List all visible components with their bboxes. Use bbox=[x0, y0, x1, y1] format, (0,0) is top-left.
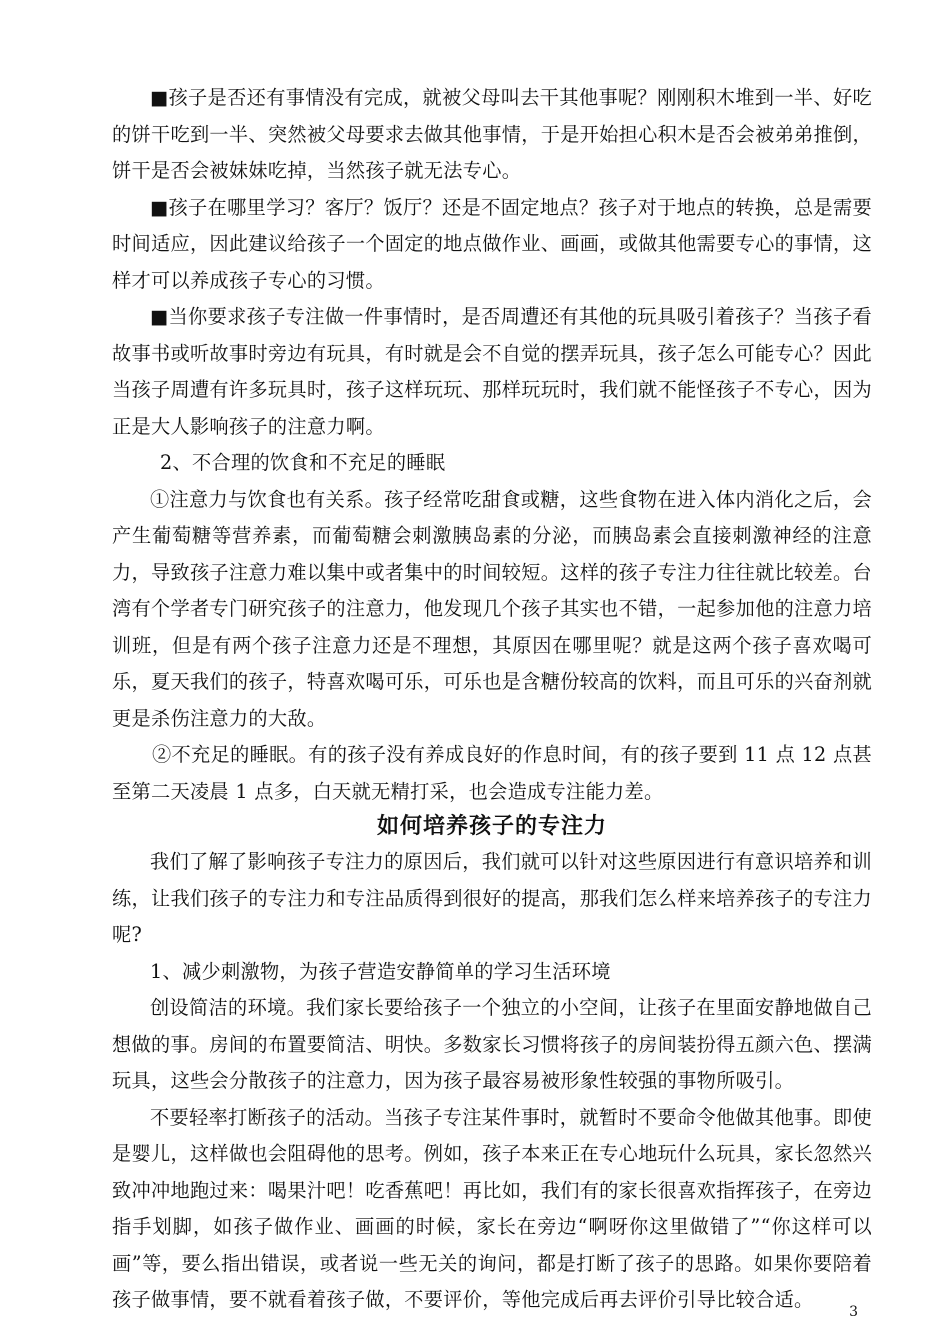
paragraph-study-location: ■孩子在哪里学习？客厅？饭厅？还是不固定地点？孩子对于地点的转换，总是需要时间适应，因此建议给孩子一个固定的地点做作业、画画，或做其他需要专心的事情，这样才可以养成孩子专心的习惯。 bbox=[112, 195, 873, 292]
page-content bbox=[112, 80, 872, 1319]
paragraph-sleep: ②不充足的睡眠。有的孩子没有养成良好的作息时间，有的孩子要到 11 点 12 点甚至第二天凌晨 1 点多，白天就无精打采，也会造成专注能力差。 bbox=[112, 743, 872, 803]
paragraph-do-not-interrupt: 不要轻率打断孩子的活动。当孩子专注某件事时，就暂时不要命令他做其他事。即使是婴儿，这样做也会阻碍他的思考。例如，孩子本来正在专心地玩什么玩具，家长忽然兴致冲冲地跑过来：喝果汁吧！吃香蕉吧！再比如，我们有的家长很喜欢指挥孩子，在旁边指手划脚，如孩子做作业、画画的时候，家长在旁边“啊呀你这里做错了”“你这样可以画”等，要么指出错误，或者说一些无关的询问，都是打断了孩子的思路。如果你要陪着孩子做事情，要不就看着孩子做，不要评价，等他完成后再去评价引导比较合适。 bbox=[112, 1105, 873, 1311]
paragraph-simple-environment: 创设简洁的环境。我们家长要给孩子一个独立的小空间，让孩子在里面安静地做自己想做的事。房间的布置要简洁、明快。多数家长习惯将孩子的房间装扮得五颜六色、摆满玩具，这些会分散孩子的注意力，因为孩子最容易被形象性较强的事物所吸引。 bbox=[112, 996, 873, 1092]
paragraph-toy-distractions: ■当你要求孩子专注做一件事情时，是否周遭还有其他的玩具吸引着孩子？当孩子看故事书或听故事时旁边有玩具，有时就是会不自觉的摆弄玩具，孩子怎么可能专心？因此当孩子周遭有许多玩具时，孩子这样玩玩、那样玩玩时，我们就不能怪孩子不专心，因为正是大人影响孩子的注意力啊。 bbox=[112, 305, 873, 438]
paragraph-diet: ①注意力与饮食也有关系。孩子经常吃甜食或糖，这些食物在进入体内消化之后，会产生葡萄糖等营养素，而葡萄糖会刺激胰岛素的分泌，而胰岛素会直接刺激神经的注意力，导致孩子注意力难以集中或者集中的时间较短。这样的孩子专注力往往就比较差。台湾有个学者专门研究孩子的注意力，他发现几个孩子其实也不错，一起参加他的注意力培训班，但是有两个孩子注意力还是不理想，其原因在哪里呢？就是这两个孩子喜欢喝可乐，夏天我们的孩子，特喜欢喝可乐，可乐也是含糖份较高的饮料，而且可乐的兴奋剂就更是杀伤注意力的大敌。 bbox=[112, 487, 873, 730]
section-heading: 如何培养孩子的专注力 bbox=[376, 814, 607, 839]
subsection-diet-sleep: 2、不合理的饮食和不充足的睡眠 bbox=[160, 451, 446, 474]
subsection-reduce-stimuli: 1、减少刺激物，为孩子营造安静简单的学习生活环境 bbox=[150, 959, 611, 983]
paragraph-introduction: 我们了解了影响孩子专注力的原因后，我们就可以针对这些原因进行有意识培养和训练，让我们孩子的专注力和专注品质得到很好的提高，那我们怎么样来培养孩子的专注力呢? bbox=[112, 850, 873, 946]
page-number: 3 bbox=[849, 1304, 858, 1320]
paragraph-interrupted-activities: ■孩子是否还有事情没有完成，就被父母叫去干其他事呢？刚刚积木堆到一半、好吃的饼干吃到一半、突然被父母要求去做其他事情，于是开始担心积木是否会被弟弟推倒，饼干是否会被妹妹吃掉，当然孩子就无法专心。 bbox=[112, 86, 873, 182]
